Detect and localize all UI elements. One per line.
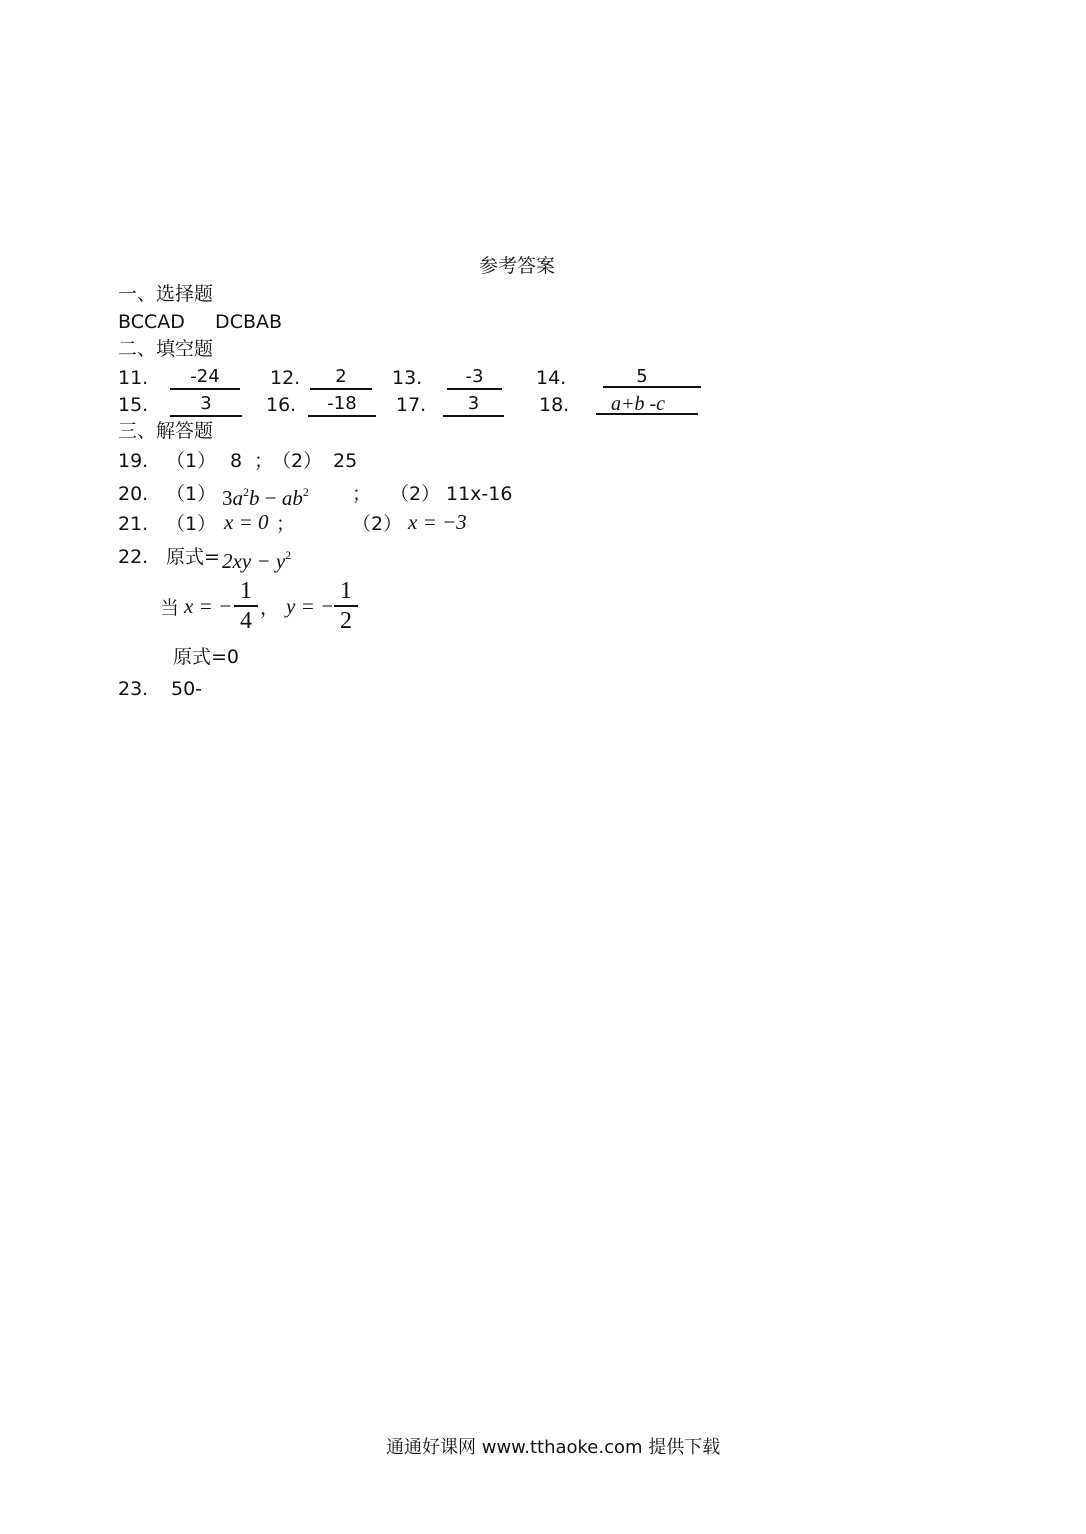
q15-number: 15. <box>118 394 149 416</box>
q11-number: 11. <box>118 367 149 389</box>
q22-x-fraction <box>234 578 258 634</box>
q20-part2-label: （2） <box>390 483 441 505</box>
q19-part2-value: 25 <box>333 450 358 472</box>
q21-part1-value: x = 0 <box>224 510 269 534</box>
q11-answer: -24 <box>170 366 240 390</box>
q16-number: 16. <box>266 394 297 416</box>
q17-answer: 3 <box>443 393 504 417</box>
q14-answer: 5 <box>603 366 701 388</box>
footer-text: 通通好课网 www.tthaoke.com 提供下载 <box>386 1437 721 1458</box>
q19-part1-value: 8 <box>230 450 243 472</box>
q23-answer: 50- <box>171 678 203 700</box>
q19-part2-label: （2） <box>272 450 323 472</box>
q21-part2-label: （2） <box>352 513 403 535</box>
q22-result: 原式=0 <box>173 646 240 668</box>
q22-when: 当 <box>160 597 180 619</box>
q20-part1-label: （1） <box>166 483 217 505</box>
q21-number: 21. <box>118 513 149 535</box>
q22-x-lhs: x = − <box>184 594 233 618</box>
q13-number: 13. <box>392 367 423 389</box>
q21-separator: ； <box>276 513 296 535</box>
q22-y-numerator: 1 <box>340 578 352 604</box>
q20-number: 20. <box>118 483 149 505</box>
q21-part2-value: x = −3 <box>408 510 467 534</box>
q20-part2-value: 11x-16 <box>446 483 513 505</box>
q22-x-numerator: 1 <box>240 578 252 604</box>
q22-y-fraction-bar <box>334 605 358 607</box>
q20-part1-expression: $3a^2b - ab^2$ <box>222 485 309 510</box>
q22-x-fraction-bar <box>234 605 258 607</box>
q22-expression: $2xy - y^2$ <box>222 548 292 573</box>
section1-heading: 一、选择题 <box>118 283 214 305</box>
q22-label: 原式= <box>166 546 220 568</box>
q23-number: 23. <box>118 678 149 700</box>
q15-answer: 3 <box>170 393 242 417</box>
q18-answer: a+b -c <box>596 393 698 415</box>
q22-comma: ， <box>260 597 280 619</box>
q12-number: 12. <box>270 367 301 389</box>
q19-number: 19. <box>118 450 149 472</box>
q22-y-denominator: 2 <box>340 608 352 634</box>
q16-answer: -18 <box>308 393 376 417</box>
choice-answers: BCCAD DCBAB <box>118 311 283 333</box>
q12-answer: 2 <box>310 366 372 390</box>
q22-number: 22. <box>118 546 149 568</box>
q22-x-denominator: 4 <box>240 608 252 634</box>
q19-separator: ； <box>254 450 274 472</box>
q20-separator: ； <box>352 483 372 505</box>
section2-heading: 二、填空题 <box>118 338 214 360</box>
section3-heading: 三、解答题 <box>118 420 214 442</box>
page-title: 参考答案 <box>479 255 556 277</box>
q22-y-lhs: y = − <box>286 594 335 618</box>
q17-number: 17. <box>396 394 427 416</box>
q21-part1-label: （1） <box>166 513 217 535</box>
q18-number: 18. <box>539 394 570 416</box>
q14-number: 14. <box>536 367 567 389</box>
q19-part1-label: （1） <box>166 450 217 472</box>
q22-y-fraction <box>334 578 358 634</box>
q13-answer: -3 <box>447 366 502 390</box>
q22-expression-text: 2xy − y <box>222 549 286 573</box>
